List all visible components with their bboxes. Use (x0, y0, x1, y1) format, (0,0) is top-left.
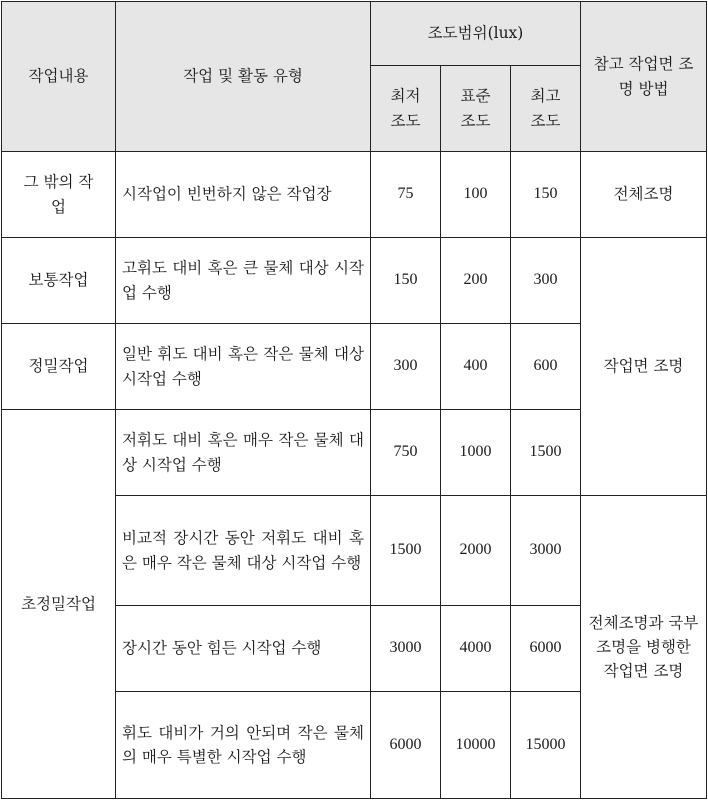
min-lux-cell: 6000 (371, 692, 441, 799)
activity-cell: 시작업이 빈번하지 않은 작업장 (116, 152, 371, 238)
category-text: 그 밖의 작업 (23, 173, 94, 216)
header-max-text: 최고 조도 (530, 87, 561, 130)
category-cell: 정밀작업 (2, 324, 116, 410)
min-lux-cell: 3000 (371, 606, 441, 692)
header-activity-type: 작업 및 활동 유형 (116, 2, 371, 152)
max-lux-cell: 600 (511, 324, 581, 410)
activity-cell: 휘도 대비가 거의 안되며 작은 물체의 매우 특별한 시작업 수행 (116, 692, 371, 799)
header-min-lux (371, 66, 441, 152)
header-method-text: 참고 작업면 조명 방법 (593, 55, 694, 98)
std-lux-cell: 400 (441, 324, 511, 410)
max-lux-cell: 150 (511, 152, 581, 238)
std-lux-cell: 1000 (441, 410, 511, 496)
header-min-text: 최저 조도 (390, 87, 421, 130)
table-row (2, 152, 707, 238)
activity-cell: 일반 휘도 대비 혹은 작은 물체 대상 시작업 수행 (116, 324, 371, 410)
activity-cell: 고휘도 대비 혹은 큰 물체 대상 시작업 수행 (116, 238, 371, 324)
header-std-lux (441, 66, 511, 152)
method-cell-task-area: 작업면 조명 (581, 238, 707, 496)
std-lux-cell: 100 (441, 152, 511, 238)
illuminance-table (1, 1, 707, 799)
activity-cell: 장시간 동안 힘든 시작업 수행 (116, 606, 371, 692)
std-lux-cell: 2000 (441, 496, 511, 606)
header-std-text: 표준 조도 (460, 87, 491, 130)
min-lux-cell: 150 (371, 238, 441, 324)
activity-cell: 저휘도 대비 혹은 매우 작은 물체 대상 시작업 수행 (116, 410, 371, 496)
table-row (2, 238, 707, 324)
method-cell-combined (581, 496, 707, 799)
header-work-content: 작업내용 (2, 2, 116, 152)
std-lux-cell: 10000 (441, 692, 511, 799)
max-lux-cell: 6000 (511, 606, 581, 692)
header-reference-method (581, 2, 707, 152)
min-lux-cell: 75 (371, 152, 441, 238)
min-lux-cell: 1500 (371, 496, 441, 606)
header-lux-range: 조도범위(lux) (371, 2, 581, 66)
max-lux-cell: 300 (511, 238, 581, 324)
max-lux-cell: 3000 (511, 496, 581, 606)
std-lux-cell: 4000 (441, 606, 511, 692)
category-cell: 보통작업 (2, 238, 116, 324)
category-cell-ultra-precision: 초정밀작업 (2, 410, 116, 799)
std-lux-cell: 200 (441, 238, 511, 324)
max-lux-cell: 15000 (511, 692, 581, 799)
min-lux-cell: 750 (371, 410, 441, 496)
min-lux-cell: 300 (371, 324, 441, 410)
max-lux-cell: 1500 (511, 410, 581, 496)
header-max-lux (511, 66, 581, 152)
method-cell-general: 전체조명 (581, 152, 707, 238)
activity-cell: 비교적 장시간 동안 저휘도 대비 혹은 매우 작은 물체 대상 시작업 수행 (116, 496, 371, 606)
category-cell (2, 152, 116, 238)
method-combined-text: 전체조명과 국부조명을 병행한 작업면 조명 (588, 613, 699, 680)
